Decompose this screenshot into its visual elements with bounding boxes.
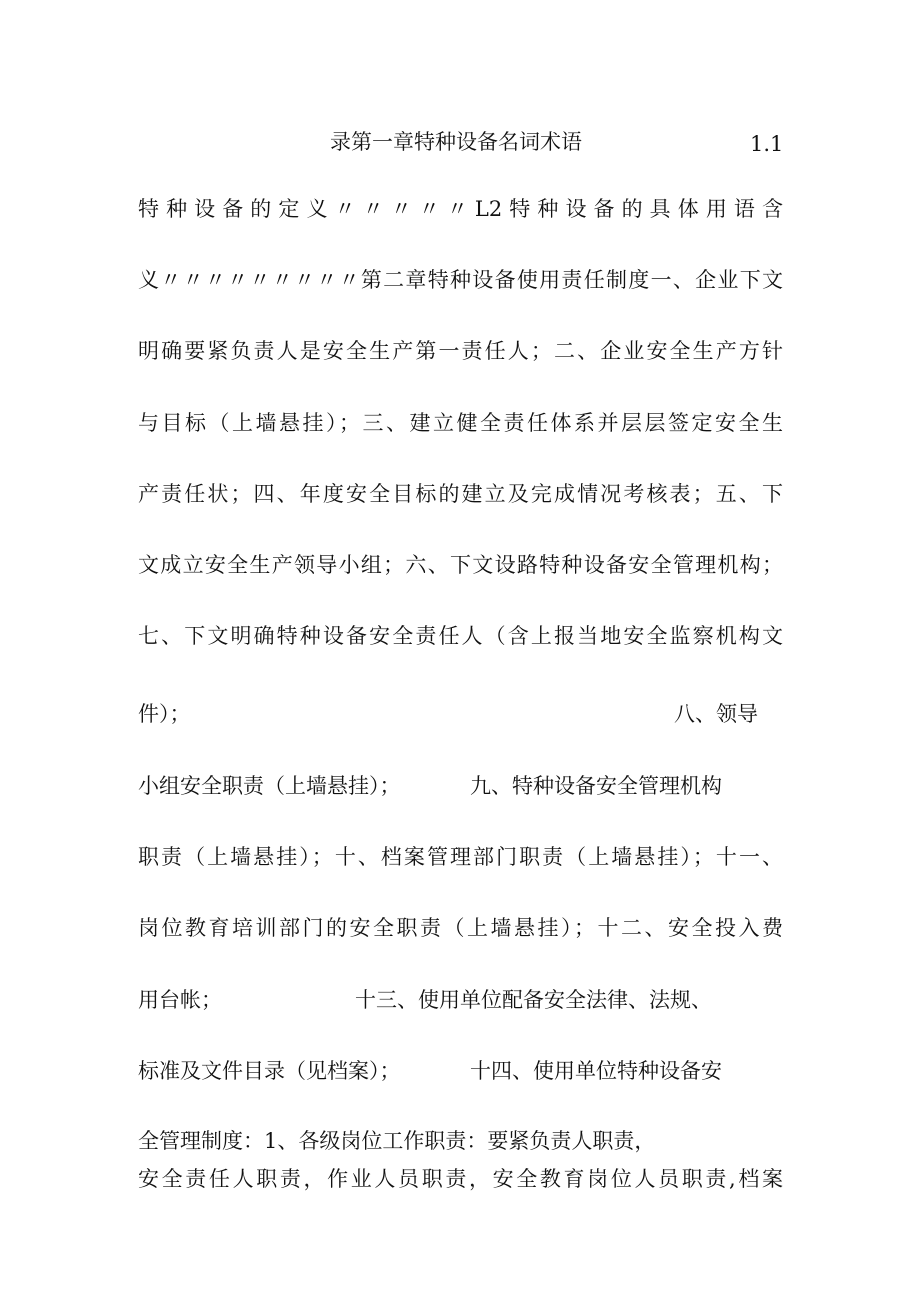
document-title: 录第一章特种设备名词术语 (330, 130, 582, 154)
body-line-right: 十三、使用单位配备安全法律、法规、 (355, 988, 712, 1012)
body-line: 特种设备的定义〃〃〃〃〃L2特种设备的具体用语含 (138, 197, 783, 221)
body-line: 七、下文明确特种设备安全责任人（含上报当地安全监察机构文 (138, 624, 783, 648)
body-line: 安全责任人职责，作业人员职责，安全教育岗位人员职责,档案 (138, 1167, 783, 1191)
body-line: 文成立安全生产领导小组；六、下文设路特种设备安全管理机构； (138, 553, 783, 577)
body-line-left: 用台帐； (138, 988, 222, 1012)
body-line: 与目标（上墙悬挂）；三、建立健全责任体系并层层签定安全生 (138, 411, 783, 435)
body-line: 产责任状；四、年度安全目标的建立及完成情况考核表；五、下 (138, 482, 783, 506)
body-line: 义〃〃〃〃〃〃〃〃〃第二章特种设备使用责任制度一、企业下文 (138, 268, 783, 292)
body-line-right: 八、领导 (674, 702, 758, 726)
body-line: 职责（上墙悬挂）；十、档案管理部门职责（上墙悬挂）；十一、 (138, 845, 783, 869)
body-line-left: 件）； (138, 702, 191, 726)
body-line: 全管理制度：1、各级岗位工作职责：要紧负责人职责， (138, 1129, 656, 1153)
body-line-right: 十四、使用单位特种设备安 (470, 1059, 722, 1083)
body-line-left: 标准及文件目录（见档案）； (138, 1059, 401, 1083)
section-number: 1.1 (750, 132, 784, 156)
body-line: 岗位教育培训部门的安全职责（上墙悬挂）；十二、安全投入费 (138, 916, 783, 940)
body-line-right: 九、特种设备安全管理机构 (470, 774, 722, 798)
body-line: 明确要紧负责人是安全生产第一责任人；二、企业安全生产方针 (138, 339, 783, 363)
body-line-left: 小组安全职责（上墙悬挂）； (138, 774, 401, 798)
